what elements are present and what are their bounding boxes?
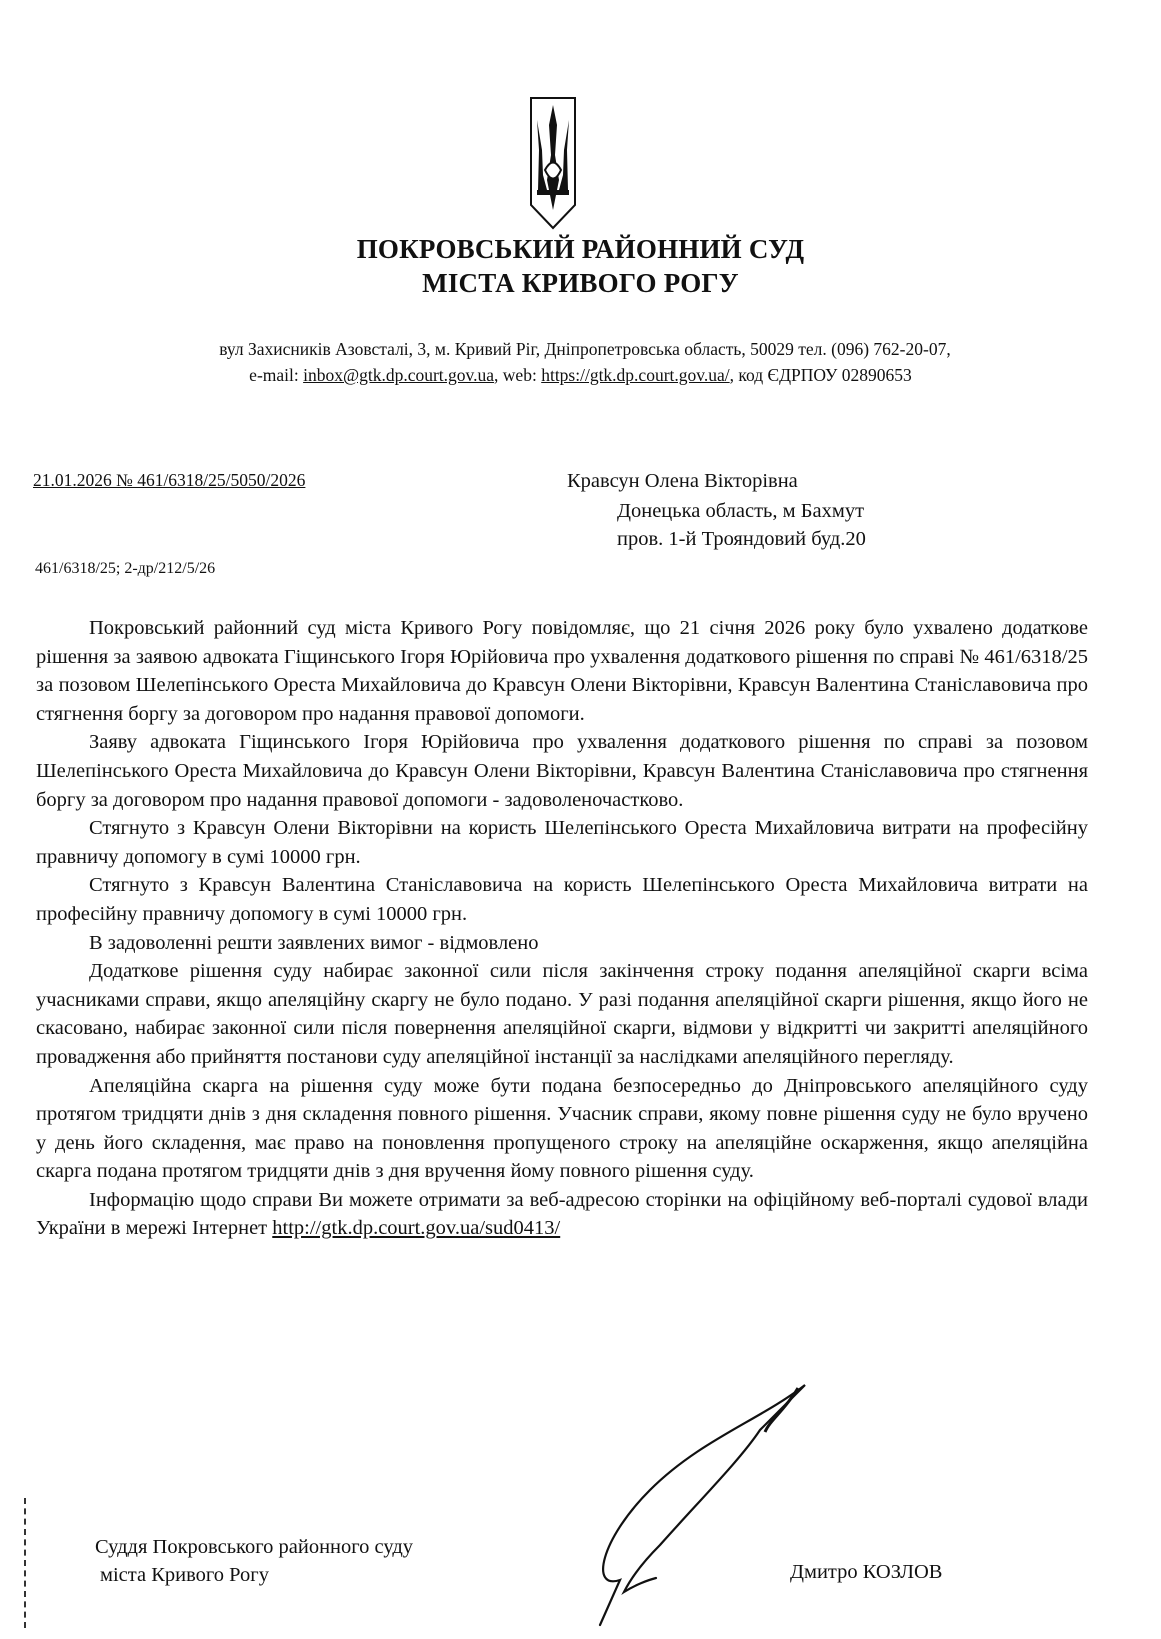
email-label: e-mail: [249, 365, 304, 385]
info-text: Інформацію щодо справи Ви можете отримати за веб-адресою сторінки на офіційному веб-порталі судової влади України в мережі Інтернет [36, 1188, 1088, 1240]
recipient-address-line2: пров. 1-й Трояндовий буд.20 [617, 528, 866, 550]
body-paragraph: Покровський районний суд міста Кривого Рогу повідомляє, що 21 січня 2026 року було ухвалено додаткове рішення за заявою адвоката Гіщинського Ігоря Юрійовича про ухвалення додаткового рішення по справі № 461/6318/25 за позовом Шелепінського Ореста Михайловича до Кравсун Олени Вікторівни, Кравсун Валентина Станіславовича про стягнення боргу за договором про надання правової допомоги. [36, 617, 1088, 725]
web-label: , web: [494, 365, 542, 385]
recipient-name: Кравсун Олена Вікторівна [567, 470, 798, 492]
body-paragraph: Апеляційна скарга на рішення суду може бути подана безпосередньо до Дніпровського апеляційного суду протягом тридцяти днів з дня складення повного рішення. Учасник справи, якому повне рішення суду не було вручено у день його складення, має право на поновлення пропущеного строку на апеляційне оскарження, якщо апеляційна скарга подана протягом тридцяти днів з дня вручення йому повного рішення суду. [36, 1074, 1088, 1183]
scan-edge-mark [24, 1498, 28, 1628]
body-paragraph: Стягнуто з Кравсун Олени Вікторівни на користь Шелепінського Ореста Михайловича витрати на професійну правничу допомогу в сумі 10000 грн. [36, 817, 1088, 868]
body-paragraph: В задоволенні решти заявлених вимог - відмовлено [89, 931, 539, 954]
body-paragraph: Заяву адвоката Гіщинського Ігоря Юрійовича про ухвалення додаткового рішення по справі за позовом Шелепінського Ореста Михайловича до Кравсун Олени Вікторівни, Кравсун Валентина Станіславовича про стягнення боргу за договором про надання правової допомоги - задоволеночастково. [36, 731, 1088, 811]
outgoing-number: 21.01.2026 № 461/6318/25/5050/2026 [33, 470, 306, 490]
court-address: вул Захисників Азовсталі, 3, м. Кривий Ріг, Дніпропетровська область, 50029 тел. (096) 762-20-07, [219, 339, 951, 359]
letter-body [36, 614, 1088, 1243]
info-paragraph [36, 1186, 1088, 1243]
email-link[interactable]: inbox@gtk.dp.court.gov.ua [303, 365, 495, 385]
trident-coat-of-arms-icon [529, 95, 577, 230]
case-reference: 461/6318/25; 2-др/212/5/26 [35, 560, 216, 577]
court-name-line1: ПОКРОВСЬКИЙ РАЙОННИЙ СУД [356, 234, 805, 264]
body-paragraph: Стягнуто з Кравсун Валентина Станіславовича на користь Шелепінського Ореста Михайловича витрати на професійну правничу допомогу в сумі 10000 грн. [36, 874, 1088, 925]
website-link[interactable]: https://gtk.dp.court.gov.ua/ [541, 365, 730, 385]
judge-title-line1: Суддя Покровського районного суду [95, 1536, 414, 1558]
judge-name: Дмитро КОЗЛОВ [790, 1561, 943, 1583]
recipient-address-line1: Донецька область, м Бахмут [617, 500, 865, 522]
court-contacts [0, 362, 1161, 388]
edrpou-code: , код ЄДРПОУ 02890653 [729, 365, 912, 385]
case-info-link[interactable]: http://gtk.dp.court.gov.ua/sud0413/ [272, 1217, 561, 1240]
judge-title-line2: міста Кривого Рогу [100, 1564, 269, 1586]
court-name-line2: МІСТА КРИВОГО РОГУ [422, 268, 739, 298]
body-paragraph: Додаткове рішення суду набирає законної сили після закінчення строку подання апеляційної скарги всіма учасниками справи, якщо апеляційну скаргу не було подано. У разі подання апеляційної скарги рішення, якщо його не скасовано, набирає законної сили після повернення апеляційної скарги, відмови у відкритті чи закритті апеляційного провадження або прийняття постанови суду апеляційної інстанції за наслідками апеляційного перегляду. [36, 960, 1088, 1068]
handwritten-signature-icon [560, 1380, 860, 1630]
